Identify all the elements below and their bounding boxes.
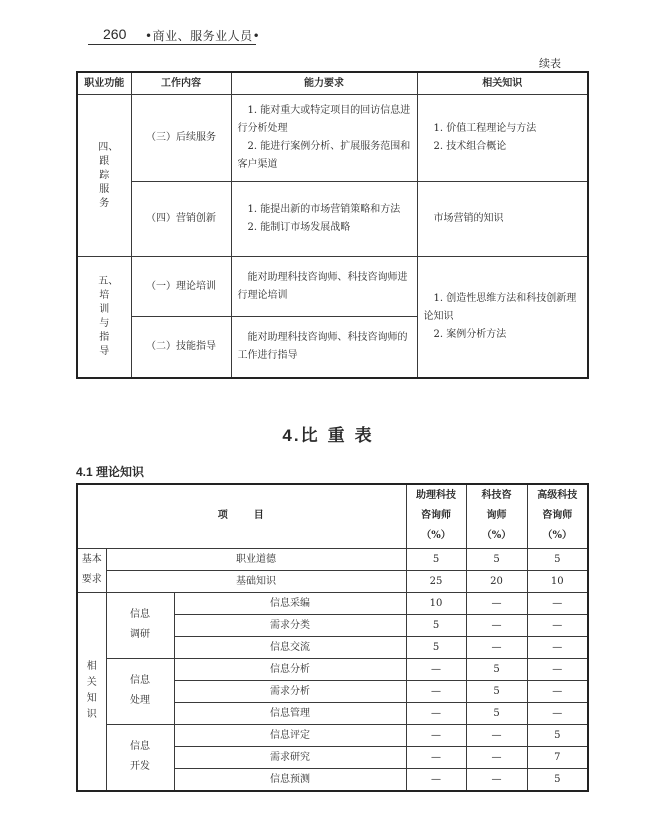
content-cell: （四）营销创新	[131, 182, 231, 257]
value-cell: —	[466, 746, 527, 768]
level-header-line: （%）	[542, 530, 572, 542]
header-function: 职业功能	[77, 72, 131, 95]
value-cell: 5	[406, 614, 466, 636]
item-cell: 信息交流	[174, 636, 406, 658]
content-cell: （三）后续服务	[131, 95, 231, 182]
ability-item: 1. 能提出新的市场营销策略和方法	[247, 204, 401, 215]
value-cell: 5	[406, 636, 466, 658]
table-row	[77, 548, 588, 570]
value-cell: —	[527, 636, 588, 658]
table-row	[77, 257, 588, 317]
item-cell: 信息管理	[174, 702, 406, 724]
value-cell: —	[406, 724, 466, 746]
knowledge-item: 2. 案例分析方法	[433, 328, 507, 340]
item-cell: 需求研究	[174, 746, 406, 768]
continued-label: 续表	[539, 57, 561, 70]
ability-item: 2. 能制订市场发展战略	[247, 222, 351, 233]
knowledge-cell	[417, 95, 588, 182]
value-cell: —	[527, 658, 588, 680]
group-label	[106, 592, 174, 658]
knowledge-item: 1. 创造性思维方法和科技创新理论知识	[423, 292, 577, 322]
function-cell	[77, 95, 131, 257]
section-title	[0, 421, 664, 446]
related-knowledge-text: 相关知识	[86, 661, 97, 720]
value-cell: 5	[466, 658, 527, 680]
table-row	[77, 658, 588, 680]
knowledge-item: 1. 价值工程理论与方法	[433, 123, 537, 134]
ability-item: 1. 能对重大或特定项目的回访信息进行分析处理	[237, 105, 411, 134]
knowledge-item: 市场营销的知识	[433, 213, 504, 224]
value-cell: —	[466, 636, 527, 658]
table-row	[77, 570, 588, 592]
item-cell: 信息分析	[174, 658, 406, 680]
header-ability: 能力要求	[231, 72, 417, 95]
weight-table	[76, 483, 589, 792]
value-cell: —	[406, 680, 466, 702]
table-header-row	[77, 72, 588, 95]
ability-cell	[231, 182, 417, 257]
knowledge-item: 2. 技术组合概论	[433, 141, 507, 152]
level-header-line: 咨询师	[542, 510, 573, 522]
table-row	[77, 724, 588, 746]
level-header-line: （%）	[481, 530, 512, 542]
item-cell: 信息预测	[174, 768, 406, 791]
label-line: 信息	[130, 675, 150, 686]
value-cell: 5	[527, 548, 588, 570]
function-text: 五、培训与指导	[98, 275, 119, 357]
competency-table	[76, 71, 589, 379]
item-cell: 信息评定	[174, 724, 406, 746]
level-header-line: 询师	[486, 510, 507, 522]
knowledge-cell	[417, 182, 588, 257]
header-content: 工作内容	[131, 72, 231, 95]
item-header: 项 目	[77, 484, 406, 548]
ability-item: 能对助理科技咨询师、科技咨询师进行理论培训	[237, 271, 408, 301]
ability-cell	[231, 317, 417, 378]
header-knowledge: 相关知识	[417, 72, 588, 95]
value-cell: 10	[406, 592, 466, 614]
level-header-line: （%）	[421, 530, 451, 542]
value-cell: —	[406, 702, 466, 724]
level-header-assistant	[406, 484, 466, 548]
value-cell: 5	[406, 548, 466, 570]
value-cell: —	[406, 746, 466, 768]
content-cell: （一）理论培训	[131, 257, 231, 317]
content-cell: （二）技能指导	[131, 317, 231, 378]
label-line: 调研	[130, 629, 150, 640]
value-cell: 5	[466, 680, 527, 702]
value-cell: 25	[406, 570, 466, 592]
table-row	[77, 592, 588, 614]
level-header-line: 咨询师	[421, 510, 451, 522]
label-line: 开发	[130, 761, 150, 772]
level-header-line: 高级科技	[537, 490, 578, 502]
item-cell: 信息采编	[174, 592, 406, 614]
label-line: 信息	[130, 741, 150, 752]
value-cell: —	[527, 592, 588, 614]
group-label	[106, 724, 174, 791]
value-cell: —	[406, 768, 466, 791]
ability-item: 能对助理科技咨询师、科技咨询师的工作进行指导	[237, 331, 408, 361]
ability-item: 2. 能进行案例分析、扩展服务范围和客户渠道	[237, 141, 411, 170]
value-cell: —	[406, 658, 466, 680]
value-cell: 5	[466, 702, 527, 724]
table-row	[77, 182, 588, 257]
basic-requirements-label	[77, 548, 106, 592]
function-text: 四、跟踪服务	[98, 141, 119, 209]
label-line: 基本	[81, 554, 102, 565]
item-cell: 需求分析	[174, 680, 406, 702]
section-number: 4.	[282, 426, 301, 445]
value-cell: 5	[527, 768, 588, 791]
table-row	[77, 95, 588, 182]
group-label	[106, 658, 174, 724]
value-cell: —	[466, 768, 527, 791]
level-header-senior	[527, 484, 588, 548]
value-cell: 7	[527, 746, 588, 768]
ability-cell	[231, 257, 417, 317]
value-cell: —	[466, 724, 527, 746]
value-cell: —	[527, 680, 588, 702]
label-line: 信息	[130, 609, 150, 620]
value-cell: 20	[466, 570, 527, 592]
level-header-line: 助理科技	[416, 490, 456, 502]
table-header-row	[77, 484, 588, 548]
value-cell: —	[466, 592, 527, 614]
item-cell: 需求分类	[174, 614, 406, 636]
level-header-line: 科技咨	[481, 490, 512, 502]
header-rule	[88, 44, 256, 45]
knowledge-cell	[417, 257, 588, 378]
page-number: 260	[103, 26, 127, 42]
item-cell: 职业道德	[106, 548, 406, 570]
label-line: 要求	[81, 574, 102, 585]
level-header-consultant	[466, 484, 527, 548]
value-cell: —	[466, 614, 527, 636]
function-cell	[77, 257, 131, 378]
label-line: 处理	[130, 695, 150, 706]
related-knowledge-label	[77, 592, 106, 791]
value-cell: 10	[527, 570, 588, 592]
item-cell: 基础知识	[106, 570, 406, 592]
value-cell: —	[527, 702, 588, 724]
subsection-title: 4.1 理论知识	[76, 465, 145, 479]
value-cell: 5	[466, 548, 527, 570]
value-cell: 5	[527, 724, 588, 746]
value-cell: —	[527, 614, 588, 636]
section-text: 比重表	[300, 426, 382, 445]
ability-cell	[231, 95, 417, 182]
running-title: •商业、服务业人员•	[145, 29, 261, 43]
